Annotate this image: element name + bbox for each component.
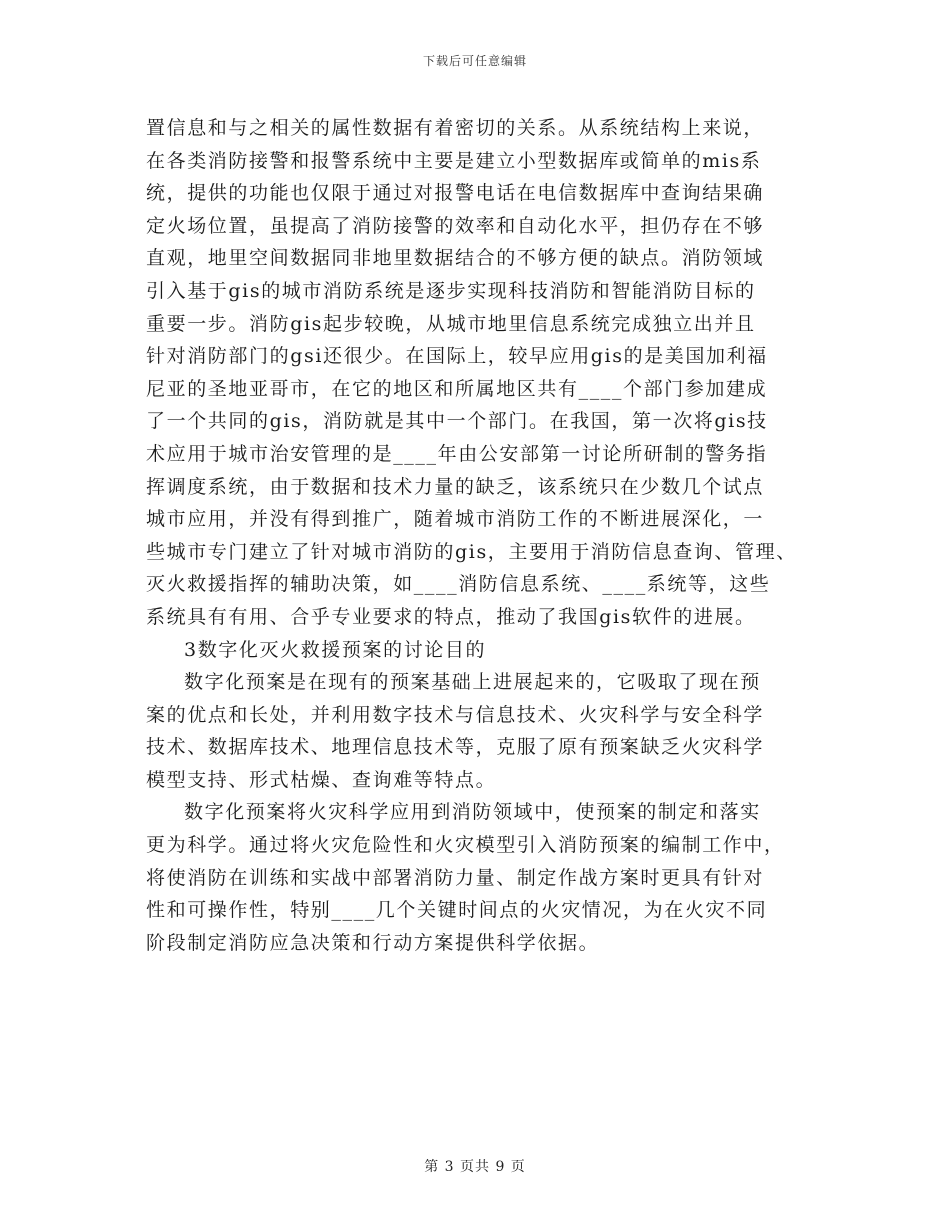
paragraph-line: 挥调度系统，由于数据和技术力量的缺乏，该系统只在少数几个试点 — [146, 475, 765, 498]
paragraph-line: 系统具有有用、合乎专业要求的特点，推动了我国gis软件的进展。 — [146, 605, 756, 628]
document-body — [146, 112, 836, 959]
paragraph-line: 灭火救援指挥的辅助决策，如____消防信息系统、____系统等，这些 — [146, 573, 771, 596]
paragraph-line: 数字化预案是在现有的预案基础上进展起来的，它吸取了现在预 — [184, 671, 761, 694]
paragraph-line: 数字化预案将火灾科学应用到消防领域中，使预案的制定和落实 — [184, 801, 761, 824]
paragraph-line: 针对消防部门的gsi还很少。在国际上，较早应用gis的是美国加利福 — [146, 345, 768, 368]
page-number: 第 3 页共 9 页 — [424, 1159, 526, 1175]
paragraph-line: 更为科学。通过将火灾危险性和火灾模型引入消防预案的编制工作中， — [146, 834, 785, 857]
paragraph-line: 定火场位置，虽提高了消防接警的效率和自动化水平，担仍存在不够 — [146, 214, 765, 237]
paragraph-line: 些城市专门建立了针对城市消防的gis，主要用于消防信息查询、管理、 — [146, 540, 797, 563]
paragraph-line: 在各类消防接警和报警系统中主要是建立小型数据库或简单的mis系 — [146, 149, 762, 172]
paragraph-line: 重要一步。消防gis起步较晚，从城市地里信息系统完成独立出并且 — [146, 312, 756, 335]
paragraph-line: 引入基于gis的城市消防系统是逐步实现科技消防和智能消防目标的 — [146, 279, 756, 302]
paragraph-line: 置信息和与之相关的属性数据有着密切的关系。从系统结构上来说， — [146, 117, 765, 139]
paragraph-line: 性和可操作性，特别____几个关键时间点的火灾情况，为在火灾不同 — [146, 899, 768, 922]
paragraph-line: 了一个共同的gis，消防就是其中一个部门。在我国，第一次将gis技 — [146, 410, 768, 433]
paragraph-line: 尼亚的圣地亚哥市，在它的地区和所属地区共有____个部门参加建成 — [146, 377, 768, 400]
paragraph-line: 将使消防在训练和实战中部署消防力量、制定作战方案时更具有针对 — [146, 866, 765, 889]
paragraph-line: 模型支持、形式枯燥、查询难等特点。 — [146, 768, 497, 791]
paragraph-line: 直观，地里空间数据同非地里数据结合的不够方便的缺点。消防领域 — [146, 247, 765, 270]
paragraph-line: 阶段制定消防应急决策和行动方案提供科学依据。 — [146, 931, 600, 954]
paragraph-line: 统，提供的功能也仅限于通过对报警电话在电信数据库中查询结果确 — [146, 182, 765, 205]
page-header: 下载后可任意编辑 — [422, 54, 527, 68]
paragraph-line: 城市应用，并没有得到推广，随着城市消防工作的不断进展深化，一 — [146, 508, 765, 531]
paragraph-line: 案的优点和长处，并利用数字技术与信息技术、火灾科学与安全科学 — [146, 703, 765, 726]
paragraph-line: 技术、数据库技术、地理信息技术等，克服了原有预案缺乏火灾科学 — [146, 736, 765, 759]
paragraph-line: 术应用于城市治安管理的是____年由公安部第一讨论所研制的警务指 — [146, 442, 768, 465]
section-heading: 3数字化灭火救援预案的讨论目的 — [184, 638, 487, 661]
